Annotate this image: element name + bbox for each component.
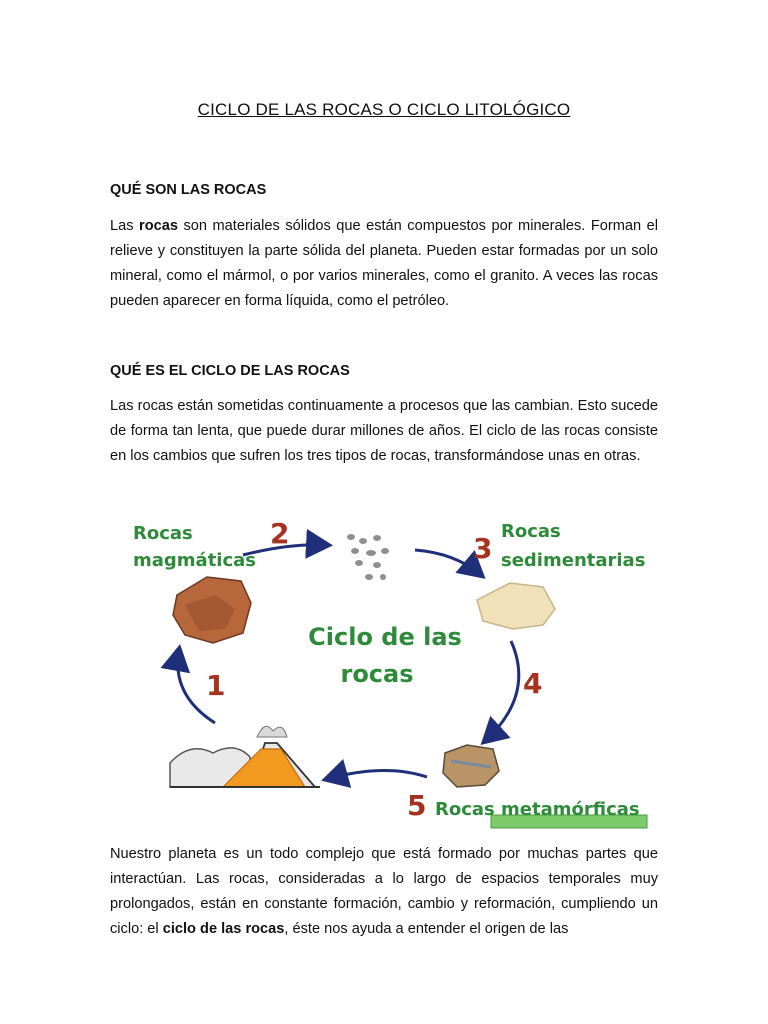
section-heading-rocks: QUÉ SON LAS ROCAS [110, 182, 267, 198]
paragraph-rocks-text-start: Las [110, 218, 140, 234]
label-sedimentary-rocks-line1: Rocas [501, 521, 561, 542]
volcano-icon [170, 726, 320, 787]
step-number-2: 2 [270, 517, 290, 550]
paragraph-cycle-definition: Las rocas están sometidas continuamente a procesos que las cambian. Esto sucede de forma tan lenta, que puede durar millones de años. El ciclo de las rocas consiste en los cambios que sufren los tres tipos de rocas, transformándose unas en otras. [110, 398, 658, 464]
diagram-center-title-line2: rocas [340, 660, 414, 688]
page-title: CICLO DE LAS ROCAS O CICLO LITOLÓGICO [197, 100, 571, 119]
diagram-center-title-line1: Ciclo de las [308, 623, 462, 651]
label-magmatic-rocks-line2: magmáticas [133, 550, 256, 571]
gravel-particles-icon [347, 534, 389, 580]
step-number-3: 3 [473, 532, 493, 565]
section-heading-cycle: QUÉ ES EL CICLO DE LAS ROCAS [110, 363, 350, 379]
paragraph-planet-text-start: Nuestro planeta es un todo complejo que está formado por muchas partes que interactúan. Las rocas, consideradas a lo largo de espacios temporales muy prolongados, están en constante formación, cambio y reformación, cumpliendo un ciclo: el [110, 846, 658, 937]
label-magmatic-rocks-line1: Rocas [133, 523, 193, 544]
arrow-sediment-to-sedimentary [415, 550, 481, 575]
sedimentary-rock-icon [477, 583, 555, 629]
label-metamorphic-rocks: Rocas metamórficas [435, 799, 640, 820]
bold-term-rocas: rocas [139, 218, 178, 234]
step-number-4: 4 [523, 667, 543, 700]
arrow-sedimentary-to-metamorphic [485, 641, 519, 741]
bold-term-rock-cycle: ciclo de las rocas [162, 921, 285, 937]
paragraph-planet-text-end: , éste nos ayuda a entender el origen de las [284, 921, 569, 937]
paragraph-rocks-text-end: son materiales sólidos que están compuestos por minerales. Forman el relieve y constituyen la parte sólida del planeta. Pueden estar formadas por un solo mineral, como el mármol, o por varios minerales, como el granito. A veces las rocas pueden aparecer en forma líquida, como el petróleo. [110, 218, 658, 309]
paragraph-planet-system [110, 842, 658, 942]
step-number-1: 1 [206, 669, 226, 702]
step-number-5: 5 [407, 789, 427, 822]
rock-cycle-diagram [115, 505, 655, 835]
label-sedimentary-rocks-line2: sedimentarias [501, 550, 646, 571]
arrow-metamorphic-to-volcano [327, 770, 427, 779]
paragraph-rocks-definition [110, 214, 658, 314]
